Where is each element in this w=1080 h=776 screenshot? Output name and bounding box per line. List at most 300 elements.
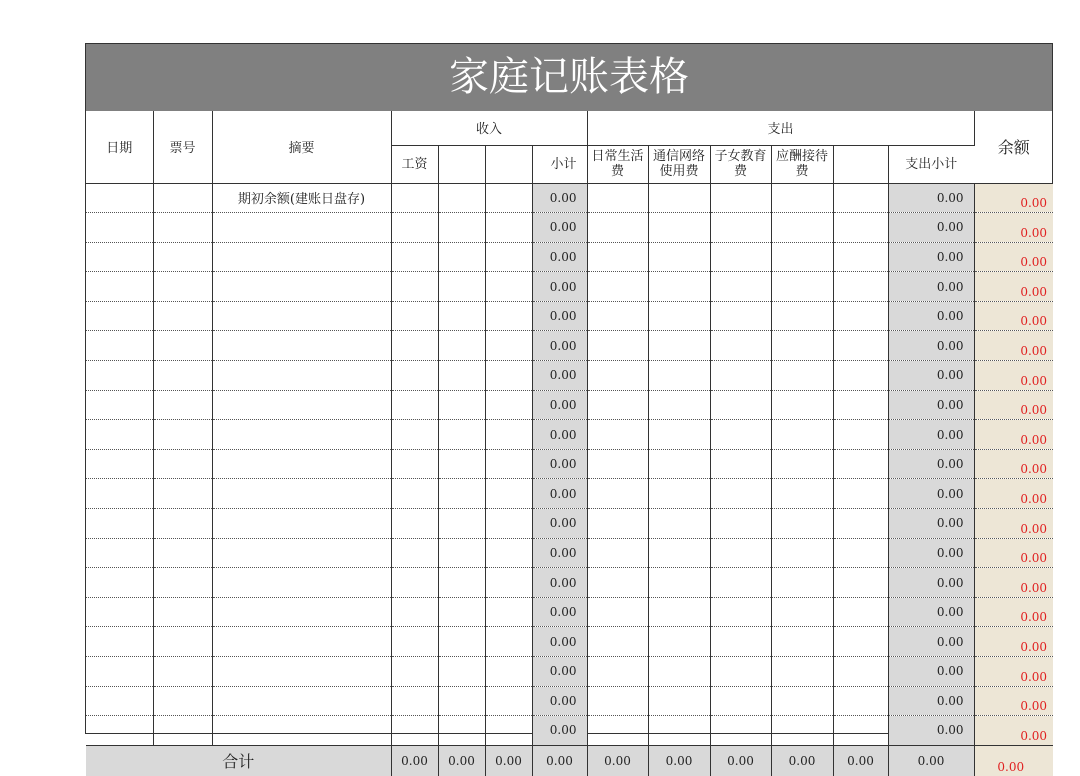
cell-income[interactable] <box>438 627 485 657</box>
cell-expense[interactable] <box>710 568 771 598</box>
cell-date[interactable] <box>86 272 153 302</box>
cell-income[interactable] <box>485 538 532 568</box>
cell-expense[interactable] <box>648 301 710 331</box>
cell-expense[interactable] <box>648 597 710 627</box>
header-income-col: 工资 <box>391 145 438 183</box>
cell-income-subtotal[interactable]: 0.00 <box>532 686 587 716</box>
cell-balance[interactable]: 0.00 <box>974 301 1053 331</box>
total-value: 0.00 <box>833 745 888 776</box>
cell-income-subtotal[interactable]: 0.00 <box>532 627 587 657</box>
cell-date[interactable] <box>86 657 153 687</box>
cell-ticket[interactable] <box>153 213 212 243</box>
cell-expense-subtotal[interactable]: 0.00 <box>888 657 974 687</box>
cell-expense[interactable] <box>710 242 771 272</box>
cell-expense[interactable] <box>833 301 888 331</box>
header-expense-col: 日常生活费 <box>587 145 648 183</box>
cell-date[interactable] <box>86 331 153 361</box>
cell-income[interactable] <box>438 597 485 627</box>
cell-income[interactable] <box>485 449 532 479</box>
cell-income[interactable] <box>391 568 438 598</box>
cell-balance[interactable]: 0.00 <box>974 627 1053 657</box>
cell-expense[interactable] <box>648 272 710 302</box>
cell-summary[interactable] <box>212 686 391 716</box>
cell-income[interactable] <box>485 627 532 657</box>
cell-balance[interactable]: 0.00 <box>974 213 1053 243</box>
cell-expense[interactable] <box>587 479 648 509</box>
cell-income[interactable] <box>391 390 438 420</box>
header-expense-col: 子女教育费 <box>710 145 771 183</box>
cell-ticket[interactable] <box>153 331 212 361</box>
cell-income[interactable] <box>391 657 438 687</box>
cell-expense[interactable] <box>648 538 710 568</box>
cell-income-subtotal[interactable]: 0.00 <box>532 331 587 361</box>
cell-ticket[interactable] <box>153 538 212 568</box>
cell-summary[interactable] <box>212 213 391 243</box>
cell-expense[interactable] <box>771 509 833 539</box>
cell-income[interactable] <box>391 627 438 657</box>
cell-expense[interactable] <box>833 627 888 657</box>
cell-summary[interactable] <box>212 568 391 598</box>
cell-expense-subtotal[interactable]: 0.00 <box>888 272 974 302</box>
cell-income-subtotal[interactable]: 0.00 <box>532 213 587 243</box>
cell-expense[interactable] <box>833 657 888 687</box>
cell-expense[interactable] <box>587 538 648 568</box>
cell-date[interactable] <box>86 686 153 716</box>
table-row <box>86 686 1053 716</box>
cell-ticket[interactable] <box>153 627 212 657</box>
cell-expense[interactable] <box>833 272 888 302</box>
cell-expense[interactable] <box>710 597 771 627</box>
cell-expense[interactable] <box>771 272 833 302</box>
cell-income[interactable] <box>438 657 485 687</box>
total-row <box>86 745 1053 776</box>
cell-balance[interactable]: 0.00 <box>974 716 1053 746</box>
header-date: 日期 <box>86 111 153 183</box>
cell-income[interactable] <box>438 716 485 746</box>
table-row <box>86 361 1053 391</box>
header-income-group: 收入 <box>391 111 587 145</box>
cell-expense[interactable] <box>771 686 833 716</box>
cell-ticket[interactable] <box>153 183 212 213</box>
cell-expense[interactable] <box>587 716 648 746</box>
table-row <box>86 272 1053 302</box>
cell-date[interactable] <box>86 242 153 272</box>
cell-balance[interactable]: 0.00 <box>974 420 1053 450</box>
cell-expense[interactable] <box>710 509 771 539</box>
cell-expense-subtotal[interactable]: 0.00 <box>888 597 974 627</box>
cell-expense[interactable] <box>771 242 833 272</box>
cell-expense[interactable] <box>833 242 888 272</box>
cell-expense[interactable] <box>648 361 710 391</box>
cell-expense[interactable] <box>648 479 710 509</box>
cell-expense-subtotal[interactable]: 0.00 <box>888 183 974 213</box>
cell-balance[interactable]: 0.00 <box>974 538 1053 568</box>
total-balance: 0.00 <box>974 745 1053 776</box>
cell-income[interactable] <box>485 272 532 302</box>
header-expense-col: 通信网络使用费 <box>648 145 710 183</box>
cell-income[interactable] <box>438 361 485 391</box>
cell-expense[interactable] <box>710 420 771 450</box>
cell-expense[interactable] <box>771 390 833 420</box>
cell-income[interactable] <box>391 213 438 243</box>
cell-date[interactable] <box>86 213 153 243</box>
cell-expense[interactable] <box>587 242 648 272</box>
cell-date[interactable] <box>86 716 153 746</box>
cell-date[interactable] <box>86 449 153 479</box>
cell-income-subtotal[interactable]: 0.00 <box>532 390 587 420</box>
cell-expense[interactable] <box>833 390 888 420</box>
cell-income[interactable] <box>438 538 485 568</box>
cell-expense[interactable] <box>710 479 771 509</box>
cell-date[interactable] <box>86 627 153 657</box>
cell-summary[interactable] <box>212 449 391 479</box>
cell-income[interactable] <box>391 301 438 331</box>
cell-summary[interactable] <box>212 390 391 420</box>
cell-income[interactable] <box>485 331 532 361</box>
cell-summary[interactable]: 期初余额(建账日盘存) <box>212 183 391 213</box>
cell-income[interactable] <box>438 272 485 302</box>
cell-balance[interactable]: 0.00 <box>974 242 1053 272</box>
cell-expense[interactable] <box>710 657 771 687</box>
cell-expense[interactable] <box>587 301 648 331</box>
cell-expense[interactable] <box>833 568 888 598</box>
cell-ticket[interactable] <box>153 716 212 746</box>
cell-expense[interactable] <box>587 213 648 243</box>
cell-income-subtotal[interactable]: 0.00 <box>532 183 587 213</box>
ledger-table <box>86 111 1053 776</box>
cell-expense[interactable] <box>771 479 833 509</box>
cell-expense[interactable] <box>771 361 833 391</box>
cell-expense-subtotal[interactable]: 0.00 <box>888 301 974 331</box>
cell-expense[interactable] <box>587 331 648 361</box>
cell-expense-subtotal[interactable]: 0.00 <box>888 716 974 746</box>
cell-income[interactable] <box>485 657 532 687</box>
cell-balance[interactable]: 0.00 <box>974 272 1053 302</box>
cell-ticket[interactable] <box>153 597 212 627</box>
cell-income[interactable] <box>438 509 485 539</box>
cell-expense[interactable] <box>710 361 771 391</box>
cell-income-subtotal[interactable]: 0.00 <box>532 272 587 302</box>
cell-expense-subtotal[interactable]: 0.00 <box>888 242 974 272</box>
cell-expense[interactable] <box>587 627 648 657</box>
table-row <box>86 331 1053 361</box>
cell-summary[interactable] <box>212 420 391 450</box>
cell-expense[interactable] <box>648 657 710 687</box>
cell-summary[interactable] <box>212 657 391 687</box>
cell-income[interactable] <box>391 449 438 479</box>
cell-expense[interactable] <box>710 213 771 243</box>
cell-income-subtotal[interactable]: 0.00 <box>532 597 587 627</box>
cell-income[interactable] <box>485 242 532 272</box>
cell-expense[interactable] <box>587 686 648 716</box>
table-row <box>86 568 1053 598</box>
cell-income[interactable] <box>438 183 485 213</box>
cell-income[interactable] <box>485 301 532 331</box>
table-row <box>86 627 1053 657</box>
cell-income[interactable] <box>391 716 438 746</box>
cell-expense[interactable] <box>771 301 833 331</box>
cell-income[interactable] <box>438 420 485 450</box>
cell-summary[interactable] <box>212 509 391 539</box>
cell-summary[interactable] <box>212 272 391 302</box>
cell-date[interactable] <box>86 361 153 391</box>
cell-balance[interactable]: 0.00 <box>974 686 1053 716</box>
cell-income[interactable] <box>485 361 532 391</box>
cell-summary[interactable] <box>212 331 391 361</box>
cell-expense-subtotal[interactable]: 0.00 <box>888 627 974 657</box>
cell-income[interactable] <box>391 361 438 391</box>
header-expense-col: 应酬接待费 <box>771 145 833 183</box>
cell-expense[interactable] <box>710 272 771 302</box>
cell-balance[interactable]: 0.00 <box>974 361 1053 391</box>
cell-date[interactable] <box>86 568 153 598</box>
header-expense-group: 支出 <box>587 111 974 145</box>
cell-income[interactable] <box>438 686 485 716</box>
cell-income[interactable] <box>391 686 438 716</box>
cell-expense[interactable] <box>771 331 833 361</box>
cell-ticket[interactable] <box>153 301 212 331</box>
cell-summary[interactable] <box>212 597 391 627</box>
cell-expense[interactable] <box>833 686 888 716</box>
cell-income[interactable] <box>485 479 532 509</box>
cell-income-subtotal[interactable]: 0.00 <box>532 716 587 746</box>
cell-income-subtotal[interactable]: 0.00 <box>532 479 587 509</box>
cell-income[interactable] <box>485 390 532 420</box>
cell-expense-subtotal[interactable]: 0.00 <box>888 213 974 243</box>
cell-income[interactable] <box>485 568 532 598</box>
cell-income[interactable] <box>391 242 438 272</box>
cell-income[interactable] <box>485 509 532 539</box>
cell-expense[interactable] <box>587 597 648 627</box>
total-value: 0.00 <box>391 745 438 776</box>
cell-income[interactable] <box>391 509 438 539</box>
cell-income[interactable] <box>391 272 438 302</box>
cell-summary[interactable] <box>212 627 391 657</box>
cell-income-subtotal[interactable]: 0.00 <box>532 361 587 391</box>
header-summary: 摘要 <box>212 111 391 183</box>
header-ticket: 票号 <box>153 111 212 183</box>
cell-expense-subtotal[interactable]: 0.00 <box>888 420 974 450</box>
cell-income[interactable] <box>391 420 438 450</box>
cell-ticket[interactable] <box>153 361 212 391</box>
header-balance: 余额 <box>974 111 1053 183</box>
cell-expense[interactable] <box>587 420 648 450</box>
cell-expense[interactable] <box>587 183 648 213</box>
cell-expense[interactable] <box>587 449 648 479</box>
cell-expense[interactable] <box>833 479 888 509</box>
cell-income[interactable] <box>438 331 485 361</box>
cell-expense[interactable] <box>648 183 710 213</box>
cell-expense[interactable] <box>833 509 888 539</box>
cell-date[interactable] <box>86 479 153 509</box>
cell-expense[interactable] <box>587 657 648 687</box>
total-value: 0.00 <box>771 745 833 776</box>
cell-expense[interactable] <box>771 420 833 450</box>
cell-income[interactable] <box>485 597 532 627</box>
cell-expense[interactable] <box>648 686 710 716</box>
cell-income-subtotal[interactable]: 0.00 <box>532 657 587 687</box>
cell-ticket[interactable] <box>153 686 212 716</box>
cell-income[interactable] <box>391 183 438 213</box>
cell-expense[interactable] <box>833 361 888 391</box>
cell-expense-subtotal[interactable]: 0.00 <box>888 509 974 539</box>
cell-expense[interactable] <box>710 686 771 716</box>
cell-income[interactable] <box>438 301 485 331</box>
ledger-body <box>86 183 1053 776</box>
cell-expense[interactable] <box>771 627 833 657</box>
cell-date[interactable] <box>86 301 153 331</box>
cell-income[interactable] <box>485 420 532 450</box>
cell-expense[interactable] <box>648 568 710 598</box>
cell-income[interactable] <box>438 449 485 479</box>
cell-income-subtotal[interactable]: 0.00 <box>532 509 587 539</box>
cell-date[interactable] <box>86 597 153 627</box>
cell-summary[interactable] <box>212 538 391 568</box>
cell-summary[interactable] <box>212 242 391 272</box>
cell-ticket[interactable] <box>153 390 212 420</box>
table-row <box>86 183 1053 213</box>
cell-expense[interactable] <box>710 449 771 479</box>
cell-expense[interactable] <box>833 716 888 746</box>
cell-income-subtotal[interactable]: 0.00 <box>532 538 587 568</box>
table-row <box>86 242 1053 272</box>
cell-balance[interactable]: 0.00 <box>974 597 1053 627</box>
table-row <box>86 509 1053 539</box>
cell-expense[interactable] <box>710 390 771 420</box>
cell-income-subtotal[interactable]: 0.00 <box>532 242 587 272</box>
cell-expense-subtotal[interactable]: 0.00 <box>888 449 974 479</box>
cell-ticket[interactable] <box>153 509 212 539</box>
cell-income[interactable] <box>438 242 485 272</box>
cell-date[interactable] <box>86 420 153 450</box>
cell-expense[interactable] <box>587 361 648 391</box>
cell-summary[interactable] <box>212 479 391 509</box>
cell-expense[interactable] <box>710 301 771 331</box>
cell-ticket[interactable] <box>153 242 212 272</box>
cell-income[interactable] <box>438 479 485 509</box>
cell-expense[interactable] <box>587 509 648 539</box>
cell-expense[interactable] <box>587 568 648 598</box>
cell-expense-subtotal[interactable]: 0.00 <box>888 331 974 361</box>
cell-balance[interactable]: 0.00 <box>974 479 1053 509</box>
cell-income[interactable] <box>391 479 438 509</box>
cell-expense[interactable] <box>771 449 833 479</box>
cell-income-subtotal[interactable]: 0.00 <box>532 568 587 598</box>
cell-income-subtotal[interactable]: 0.00 <box>532 301 587 331</box>
total-value: 0.00 <box>532 745 587 776</box>
cell-expense[interactable] <box>833 331 888 361</box>
cell-date[interactable] <box>86 509 153 539</box>
cell-expense-subtotal[interactable]: 0.00 <box>888 538 974 568</box>
cell-expense[interactable] <box>710 183 771 213</box>
cell-summary[interactable] <box>212 301 391 331</box>
cell-income-subtotal[interactable]: 0.00 <box>532 420 587 450</box>
cell-income[interactable] <box>438 568 485 598</box>
cell-ticket[interactable] <box>153 449 212 479</box>
cell-date[interactable] <box>86 390 153 420</box>
cell-expense[interactable] <box>771 213 833 243</box>
cell-expense[interactable] <box>833 597 888 627</box>
cell-expense[interactable] <box>710 331 771 361</box>
cell-expense[interactable] <box>771 597 833 627</box>
cell-income[interactable] <box>391 538 438 568</box>
cell-income[interactable] <box>438 390 485 420</box>
cell-balance[interactable]: 0.00 <box>974 449 1053 479</box>
cell-income[interactable] <box>485 716 532 746</box>
cell-expense[interactable] <box>648 716 710 746</box>
cell-expense[interactable] <box>648 390 710 420</box>
total-value: 0.00 <box>888 745 974 776</box>
cell-expense[interactable] <box>771 716 833 746</box>
cell-income[interactable] <box>391 331 438 361</box>
cell-expense[interactable] <box>833 420 888 450</box>
cell-balance[interactable]: 0.00 <box>974 568 1053 598</box>
cell-balance[interactable]: 0.00 <box>974 390 1053 420</box>
total-value: 0.00 <box>648 745 710 776</box>
header-expense-subtotal: 支出小计 <box>888 145 974 183</box>
cell-expense[interactable] <box>771 183 833 213</box>
cell-expense[interactable] <box>648 242 710 272</box>
cell-expense[interactable] <box>771 538 833 568</box>
cell-expense-subtotal[interactable]: 0.00 <box>888 390 974 420</box>
cell-income-subtotal[interactable]: 0.00 <box>532 449 587 479</box>
cell-expense[interactable] <box>833 449 888 479</box>
cell-expense[interactable] <box>648 509 710 539</box>
cell-balance[interactable]: 0.00 <box>974 657 1053 687</box>
cell-expense[interactable] <box>771 568 833 598</box>
cell-expense[interactable] <box>710 538 771 568</box>
cell-expense[interactable] <box>833 183 888 213</box>
cell-ticket[interactable] <box>153 657 212 687</box>
cell-summary[interactable] <box>212 716 391 746</box>
cell-balance[interactable]: 0.00 <box>974 183 1053 213</box>
cell-expense[interactable] <box>833 538 888 568</box>
cell-ticket[interactable] <box>153 568 212 598</box>
cell-expense[interactable] <box>648 627 710 657</box>
cell-ticket[interactable] <box>153 420 212 450</box>
cell-expense[interactable] <box>710 627 771 657</box>
cell-expense[interactable] <box>587 390 648 420</box>
cell-expense-subtotal[interactable]: 0.00 <box>888 361 974 391</box>
cell-income[interactable] <box>485 183 532 213</box>
header-income-col <box>438 145 485 183</box>
cell-expense[interactable] <box>833 213 888 243</box>
cell-expense-subtotal[interactable]: 0.00 <box>888 479 974 509</box>
table-row <box>86 716 1053 746</box>
cell-income[interactable] <box>438 213 485 243</box>
cell-date[interactable] <box>86 538 153 568</box>
cell-expense[interactable] <box>648 420 710 450</box>
cell-income[interactable] <box>485 213 532 243</box>
cell-expense[interactable] <box>587 272 648 302</box>
cell-balance[interactable]: 0.00 <box>974 509 1053 539</box>
cell-expense[interactable] <box>648 213 710 243</box>
cell-ticket[interactable] <box>153 479 212 509</box>
cell-income[interactable] <box>485 686 532 716</box>
cell-expense[interactable] <box>648 449 710 479</box>
cell-date[interactable] <box>86 183 153 213</box>
cell-expense[interactable] <box>771 657 833 687</box>
cell-expense[interactable] <box>648 331 710 361</box>
cell-expense-subtotal[interactable]: 0.00 <box>888 686 974 716</box>
table-row <box>86 479 1053 509</box>
cell-summary[interactable] <box>212 361 391 391</box>
cell-expense[interactable] <box>710 716 771 746</box>
cell-income[interactable] <box>391 597 438 627</box>
cell-expense-subtotal[interactable]: 0.00 <box>888 568 974 598</box>
cell-balance[interactable]: 0.00 <box>974 331 1053 361</box>
cell-ticket[interactable] <box>153 272 212 302</box>
